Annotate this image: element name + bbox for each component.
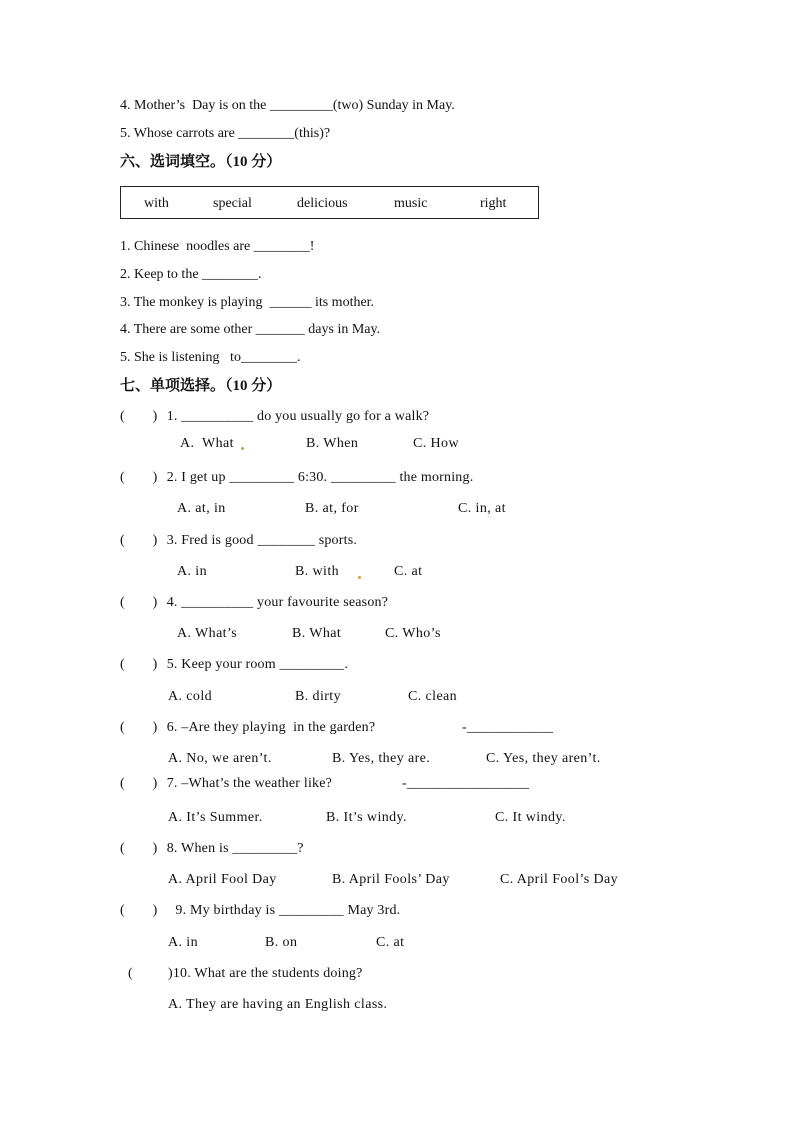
option-a: A. What <box>180 436 234 451</box>
option-c: C. in, at <box>458 501 506 516</box>
answer-bracket: ( ) <box>120 776 158 791</box>
word-bank-item: with <box>144 196 169 211</box>
question-6-2: 2. Keep to the ________. <box>120 267 262 282</box>
question-7-2: 2. I get up _________ 6:30. _________ the morning. <box>163 470 474 485</box>
question-6-3: 3. The monkey is playing ______ its mother. <box>120 295 375 310</box>
question-7-8: 8. When is _________? <box>163 841 304 856</box>
question-7-4: 4. __________ your favourite season? <box>163 595 389 610</box>
answer-bracket-open: ( <box>128 966 133 981</box>
option-a: A. What’s <box>177 626 238 641</box>
option-b: B. When <box>306 436 359 451</box>
word-bank-item: right <box>480 196 507 211</box>
question-5-4: 4. Mother’s Day is on the _________(two) Sunday in May. <box>120 98 455 113</box>
answer-bracket: ( ) <box>120 841 158 856</box>
answer-bracket: ( ) <box>120 595 158 610</box>
option-b: B. Yes, they are. <box>332 751 431 766</box>
option-a: A. They are having an English class. <box>168 997 388 1012</box>
option-c: C. Who’s <box>385 626 441 641</box>
question-6-1: 1. Chinese noodles are ________! <box>120 239 315 254</box>
section-7-heading: 七、单项选择。（10 分） <box>120 378 282 394</box>
question-7-7: 7. –What’s the weather like? <box>163 776 333 791</box>
answer-bracket: ( ) <box>120 533 158 548</box>
question-6-4: 4. There are some other _______ days in May. <box>120 322 381 337</box>
option-a: A. It’s Summer. <box>168 810 263 825</box>
stray-mark <box>358 576 361 579</box>
option-a: A. in <box>168 935 198 950</box>
option-c: C. How <box>413 436 459 451</box>
option-b: B. What <box>292 626 342 641</box>
question-7-6: 6. –Are they playing in the garden? <box>163 720 376 735</box>
section-6-heading: 六、选词填空。（10 分） <box>120 154 282 170</box>
question-7-10: )10. What are the students doing? <box>168 966 363 981</box>
answer-line: -____________ <box>462 720 554 735</box>
answer-bracket: ( ) <box>120 720 158 735</box>
option-c: C. clean <box>408 689 458 704</box>
option-a: A. at, in <box>177 501 226 516</box>
option-b: B. on <box>265 935 298 950</box>
stray-mark <box>241 447 244 450</box>
option-a: A. in <box>177 564 207 579</box>
option-a: A. No, we aren’t. <box>168 751 272 766</box>
question-7-9: 9. My birthday is _________ May 3rd. <box>168 903 401 918</box>
word-bank-item: special <box>213 196 252 211</box>
question-5-5: 5. Whose carrots are ________(this)? <box>120 126 331 141</box>
option-c: C. Yes, they aren’t. <box>486 751 601 766</box>
option-b: B. with <box>295 564 340 579</box>
option-b: B. at, for <box>305 501 359 516</box>
answer-bracket: ( ) <box>120 903 158 918</box>
option-b: B. April Fools’ Day <box>332 872 450 887</box>
question-7-3: 3. Fred is good ________ sports. <box>163 533 358 548</box>
option-b: B. dirty <box>295 689 341 704</box>
option-c: C. April Fool’s Day <box>500 872 619 887</box>
question-6-5: 5. She is listening to________. <box>120 350 301 365</box>
option-c: C. It windy. <box>495 810 566 825</box>
option-c: C. at <box>376 935 405 950</box>
option-a: A. cold <box>168 689 213 704</box>
question-7-1: 1. __________ do you usually go for a walk? <box>163 409 430 424</box>
word-bank-item: music <box>394 196 428 211</box>
option-c: C. at <box>394 564 423 579</box>
answer-bracket: ( ) <box>120 657 158 672</box>
option-a: A. April Fool Day <box>168 872 277 887</box>
answer-line: -_________________ <box>402 776 530 791</box>
option-b: B. It’s windy. <box>326 810 407 825</box>
answer-bracket: ( ) <box>120 409 158 424</box>
word-bank-item: delicious <box>297 196 348 211</box>
question-7-5: 5. Keep your room _________. <box>163 657 349 672</box>
answer-bracket: ( ) <box>120 470 158 485</box>
word-bank-box <box>120 186 539 219</box>
